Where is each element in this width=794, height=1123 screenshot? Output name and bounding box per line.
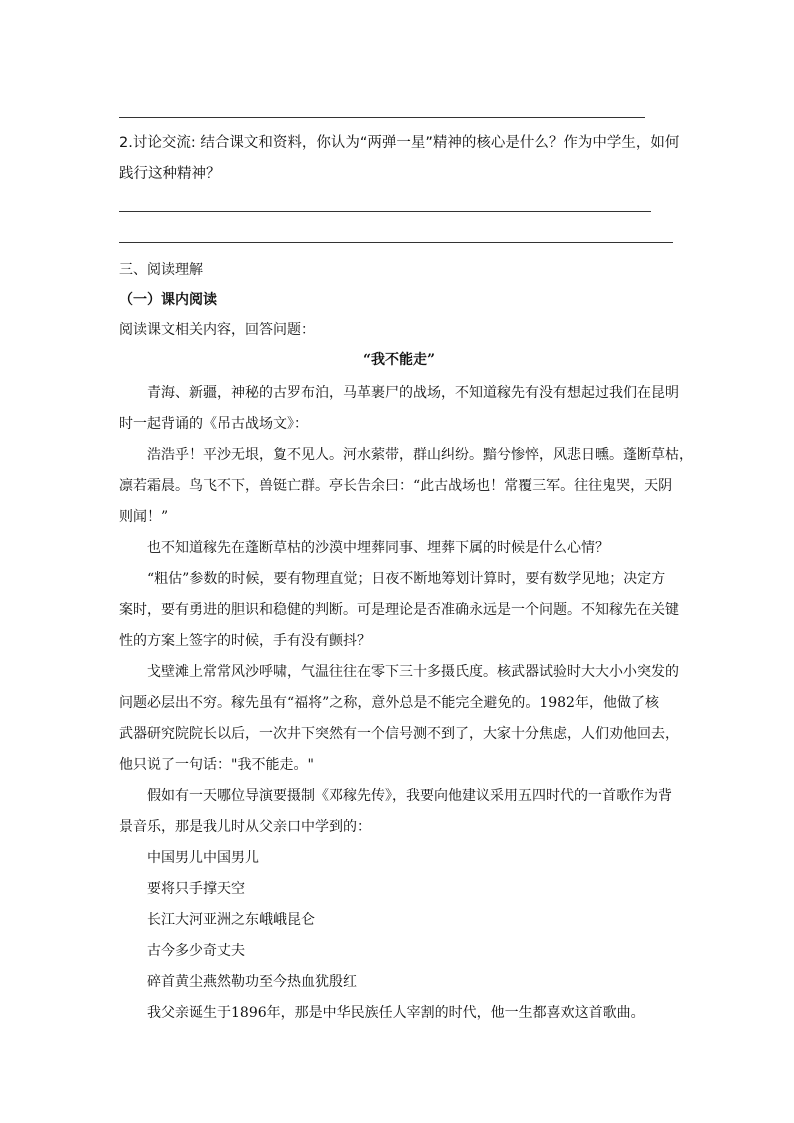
passage-line: 古今多少奇丈夫 <box>119 943 245 959</box>
passage-line: 青海、新疆，神秘的古罗布泊，马革裹尸的战场，不知道稼先有没有想起过我们在昆明 <box>119 385 679 401</box>
passage-line: 武器研究院院长以后，一次井下突然有一个信号测不到了，大家十分焦虑，人们劝他回去， <box>119 726 679 742</box>
passage-line: 中国男儿中国男儿 <box>119 850 259 866</box>
passage-line: 问题必层出不穷。稼先虽有“福将”之称，意外总是不能完全避免的。1982年，他做了核 <box>119 695 659 711</box>
passage-line: 案时，要有勇进的胆识和稳健的判断。可是理论是否准确永远是一个问题。不知稼先在关键 <box>119 602 679 618</box>
answer-line-1 <box>119 117 645 118</box>
question-2-line-2: 践行这种精神？ <box>119 166 221 182</box>
passage-line: 假如有一天哪位导演要摄制《邓稼先传》，我要向他建议采用五四时代的一首歌作为背 <box>119 788 672 804</box>
answer-line-3 <box>119 242 673 243</box>
passage-line: 浩浩乎！平沙无垠，夐不见人。河水萦带，群山纠纷。黯兮惨悴，风悲日曛。蓬断草枯， <box>119 447 693 463</box>
passage-line: “粗估”参数的时候，要有物理直觉；日夜不断地筹划计算时，要有数学见地；决定方 <box>119 571 666 587</box>
passage-line: 他只说了一句话："我不能走。" <box>119 757 314 773</box>
passage-line: 则闻！” <box>119 509 169 525</box>
passage-line: 戈壁滩上常常风沙呼啸，气温往往在零下三十多摄氏度。核武器试验时大大小小突发的 <box>119 664 679 680</box>
passage-line: 性的方案上签字的时候，手有没有颤抖？ <box>119 633 371 649</box>
reading-instruction: 阅读课文相关内容，回答问题： <box>119 322 315 338</box>
passage-line: 也不知道稼先在蓬断草枯的沙漠中埋葬同事、埋葬下属的时候是什么心情？ <box>119 540 609 556</box>
passage-line: 凛若霜晨。鸟飞不下，兽铤亡群。亭长告余曰：“此古战场也！常覆三军。往往鬼哭，天阴 <box>119 478 673 494</box>
section-heading: 三、阅读理解 <box>119 262 203 278</box>
passage-line: 景音乐，那是我儿时从父亲口中学到的： <box>119 819 371 835</box>
passage-line: 要将只手撑天空 <box>119 881 245 897</box>
passage-line: 碎首黄尘燕然勒功至今热血犹殷红 <box>119 974 357 990</box>
passage-title: “我不能走” <box>362 352 436 368</box>
section-subheading: （一）课内阅读 <box>119 292 217 308</box>
question-2-line-1: 2.讨论交流: 结合课文和资料，你认为“两弹一星”精神的核心是什么？作为中学生，如何 <box>119 135 680 151</box>
passage-line: 时一起背诵的《吊古战场文》： <box>119 416 308 432</box>
passage-line: 长江大河亚洲之东峨峨昆仑 <box>119 912 315 928</box>
answer-line-2 <box>119 211 651 212</box>
passage-line: 我父亲诞生于1896年，那是中华民族任人宰割的时代，他一生都喜欢这首歌曲。 <box>119 1005 645 1021</box>
